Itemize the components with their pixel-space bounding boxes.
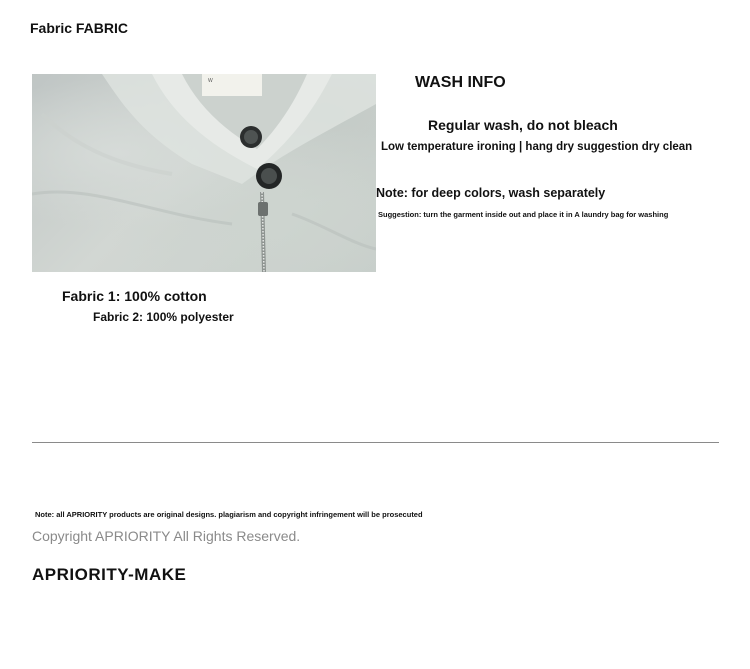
page-title: Fabric FABRIC <box>30 20 129 36</box>
wash-suggestion: Suggestion: turn the garment inside out and place it in A laundry bag for washing <box>378 210 669 219</box>
collar-tag-text: W <box>208 78 213 84</box>
brand-logo: APRIORITY-MAKE <box>32 565 187 584</box>
copyright-text: Copyright APRIORITY All Rights Reserved. <box>32 528 301 544</box>
fabric-photo <box>32 74 376 272</box>
fabric-composition-1: Fabric 1: 100% cotton <box>62 288 207 304</box>
wash-instruction-secondary: Low temperature ironing | hang dry suggestion dry clean <box>381 141 693 153</box>
fabric-composition-2: Fabric 2: 100% polyester <box>93 310 234 324</box>
legal-note: Note: all APRIORITY products are original designs. plagiarism and copyright infringement will be prosecuted <box>35 510 423 519</box>
wash-note: Note: for deep colors, wash separately <box>376 186 606 200</box>
wash-instruction-primary: Regular wash, do not bleach <box>428 117 618 133</box>
jacket-collar-illustration <box>32 74 376 272</box>
divider <box>32 442 719 443</box>
wash-info-title: WASH INFO <box>415 74 506 91</box>
